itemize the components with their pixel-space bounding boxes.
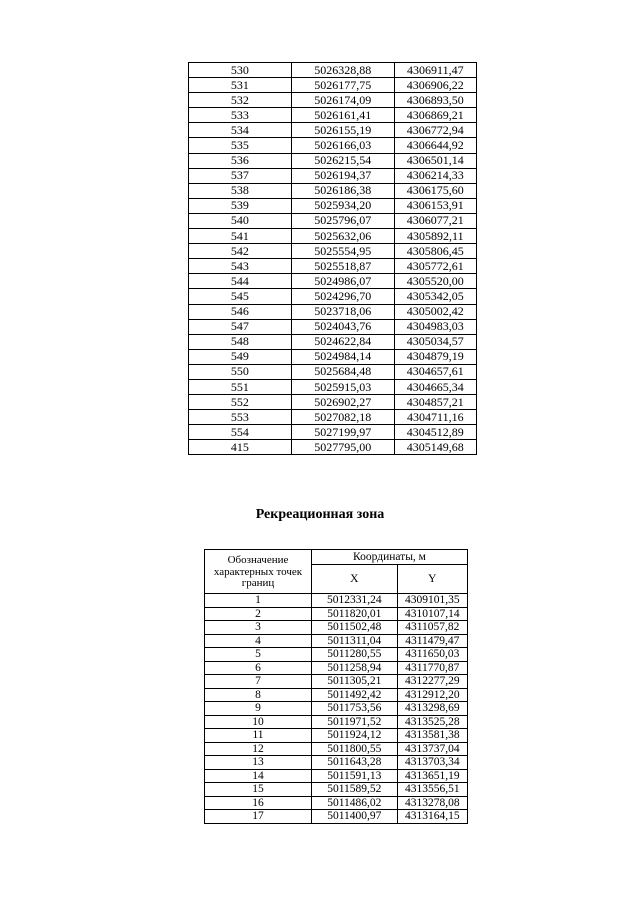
table-row	[189, 289, 477, 304]
y-coordinate-cell: 4313164,15	[397, 810, 467, 824]
y-coordinate-cell: 4311770,87	[397, 661, 467, 675]
y-coordinate-cell: 4305806,45	[394, 244, 476, 259]
point-number-cell: 15	[205, 783, 312, 797]
table-row	[205, 796, 468, 810]
y-coordinate-cell: 4306175,60	[394, 183, 476, 198]
table-row	[189, 78, 477, 93]
x-coordinate-cell: 5011305,21	[311, 675, 397, 689]
table-row	[189, 379, 477, 394]
y-coordinate-cell: 4313581,38	[397, 729, 467, 743]
x-coordinate-cell: 5011280,55	[311, 648, 397, 662]
point-number-cell: 2	[205, 607, 312, 621]
point-number-cell: 550	[189, 364, 292, 379]
table-row	[189, 334, 477, 349]
point-number-cell: 11	[205, 729, 312, 743]
section-title: Рекреационная зона	[255, 507, 385, 522]
table-row	[189, 198, 477, 213]
x-coordinate-cell: 5011924,12	[311, 729, 397, 743]
table-row	[189, 274, 477, 289]
table-row	[205, 715, 468, 729]
table-row	[189, 138, 477, 153]
y-coordinate-cell: 4313525,28	[397, 715, 467, 729]
point-number-cell: 10	[205, 715, 312, 729]
x-coordinate-cell: 5011971,52	[311, 715, 397, 729]
x-coordinate-cell: 5024622,84	[291, 334, 394, 349]
y-coordinate-cell: 4304879,19	[394, 349, 476, 364]
point-number-cell: 7	[205, 675, 312, 689]
point-number-cell: 17	[205, 810, 312, 824]
x-coordinate-cell: 5026177,75	[291, 78, 394, 93]
table-row	[189, 123, 477, 138]
point-number-cell: 548	[189, 334, 292, 349]
y-coordinate-cell: 4312912,20	[397, 688, 467, 702]
x-coordinate-cell: 5011591,13	[311, 769, 397, 783]
x-coordinate-cell: 5024986,07	[291, 274, 394, 289]
point-number-cell: 9	[205, 702, 312, 716]
table-row	[205, 621, 468, 635]
y-coordinate-cell: 4309101,35	[397, 594, 467, 608]
recreation-zone-table-body	[205, 594, 468, 824]
table-row	[189, 425, 477, 440]
x-coordinate-cell: 5026166,03	[291, 138, 394, 153]
table-row	[205, 756, 468, 770]
point-number-cell: 16	[205, 796, 312, 810]
y-coordinate-cell: 4304657,61	[394, 364, 476, 379]
point-number-cell: 539	[189, 198, 292, 213]
table-row	[189, 259, 477, 274]
y-coordinate-cell: 4313298,69	[397, 702, 467, 716]
x-coordinate-cell: 5026328,88	[291, 63, 394, 78]
y-coordinate-cell: 4305892,11	[394, 229, 476, 244]
point-number-cell: 531	[189, 78, 292, 93]
point-number-cell: 533	[189, 108, 292, 123]
table-row	[205, 783, 468, 797]
y-coordinate-cell: 4306869,21	[394, 108, 476, 123]
y-coordinate-cell: 4313737,04	[397, 742, 467, 756]
x-coordinate-cell: 5011643,28	[311, 756, 397, 770]
table-row	[205, 607, 468, 621]
point-number-cell: 530	[189, 63, 292, 78]
x-coordinate-cell: 5027795,00	[291, 440, 394, 455]
x-coordinate-cell: 5025554,95	[291, 244, 394, 259]
x-coordinate-cell: 5027199,97	[291, 425, 394, 440]
point-number-cell: 13	[205, 756, 312, 770]
y-coordinate-cell: 4313651,19	[397, 769, 467, 783]
x-coordinate-cell: 5011820,01	[311, 607, 397, 621]
table-row	[189, 395, 477, 410]
x-coordinate-cell: 5025632,06	[291, 229, 394, 244]
point-number-cell: 537	[189, 168, 292, 183]
point-number-cell: 12	[205, 742, 312, 756]
table-row	[205, 729, 468, 743]
header-y: Y	[397, 565, 467, 594]
x-coordinate-cell: 5026174,09	[291, 93, 394, 108]
y-coordinate-cell: 4305772,61	[394, 259, 476, 274]
point-number-cell: 532	[189, 93, 292, 108]
table-row	[205, 742, 468, 756]
point-number-cell: 5	[205, 648, 312, 662]
y-coordinate-cell: 4306214,33	[394, 168, 476, 183]
table-row	[205, 688, 468, 702]
x-coordinate-cell: 5025915,03	[291, 379, 394, 394]
table-row	[189, 213, 477, 228]
y-coordinate-cell: 4306772,94	[394, 123, 476, 138]
point-number-cell: 543	[189, 259, 292, 274]
y-coordinate-cell: 4306644,92	[394, 138, 476, 153]
y-coordinate-cell: 4313278,08	[397, 796, 467, 810]
table-row	[205, 594, 468, 608]
recreation-zone-table-header	[205, 550, 468, 594]
x-coordinate-cell: 5012331,24	[311, 594, 397, 608]
table-row	[189, 93, 477, 108]
point-number-cell: 1	[205, 594, 312, 608]
point-number-cell: 4	[205, 634, 312, 648]
x-coordinate-cell: 5011589,52	[311, 783, 397, 797]
point-number-cell: 540	[189, 213, 292, 228]
table-row	[189, 183, 477, 198]
point-number-cell: 541	[189, 229, 292, 244]
table-row	[205, 634, 468, 648]
point-number-cell: 549	[189, 349, 292, 364]
point-number-cell: 551	[189, 379, 292, 394]
y-coordinate-cell: 4304711,16	[394, 410, 476, 425]
table-row	[189, 108, 477, 123]
table-row	[189, 168, 477, 183]
table-row	[189, 440, 477, 455]
point-number-cell: 547	[189, 319, 292, 334]
y-coordinate-cell: 4310107,14	[397, 607, 467, 621]
y-coordinate-cell: 4306893,50	[394, 93, 476, 108]
y-coordinate-cell: 4311057,82	[397, 621, 467, 635]
table-row	[189, 153, 477, 168]
y-coordinate-cell: 4306077,21	[394, 213, 476, 228]
table-row	[205, 661, 468, 675]
header-coordinates: Координаты, м	[311, 550, 467, 565]
point-number-cell: 3	[205, 621, 312, 635]
table-row	[205, 675, 468, 689]
y-coordinate-cell: 4306906,22	[394, 78, 476, 93]
y-coordinate-cell: 4306911,47	[394, 63, 476, 78]
table-row	[189, 349, 477, 364]
y-coordinate-cell: 4306153,91	[394, 198, 476, 213]
point-number-cell: 14	[205, 769, 312, 783]
x-coordinate-cell: 5024043,76	[291, 319, 394, 334]
table-row	[189, 244, 477, 259]
table-row	[189, 364, 477, 379]
point-number-cell: 8	[205, 688, 312, 702]
x-coordinate-cell: 5011400,97	[311, 810, 397, 824]
header-x: X	[311, 565, 397, 594]
x-coordinate-cell: 5011311,04	[311, 634, 397, 648]
point-number-cell: 542	[189, 244, 292, 259]
table-row	[189, 410, 477, 425]
table-row	[205, 648, 468, 662]
point-number-cell: 535	[189, 138, 292, 153]
x-coordinate-cell: 5027082,18	[291, 410, 394, 425]
point-number-cell: 554	[189, 425, 292, 440]
x-coordinate-cell: 5025518,87	[291, 259, 394, 274]
x-coordinate-cell: 5026194,37	[291, 168, 394, 183]
table-row	[205, 769, 468, 783]
x-coordinate-cell: 5026161,41	[291, 108, 394, 123]
y-coordinate-cell: 4305520,00	[394, 274, 476, 289]
x-coordinate-cell: 5024984,14	[291, 349, 394, 364]
point-number-cell: 534	[189, 123, 292, 138]
x-coordinate-cell: 5011800,55	[311, 742, 397, 756]
x-coordinate-cell: 5026215,54	[291, 153, 394, 168]
point-number-cell: 6	[205, 661, 312, 675]
table-row	[189, 229, 477, 244]
table-row	[189, 304, 477, 319]
x-coordinate-cell: 5011258,94	[311, 661, 397, 675]
x-coordinate-cell: 5024296,70	[291, 289, 394, 304]
point-number-cell: 552	[189, 395, 292, 410]
coordinates-table-continued	[188, 62, 477, 455]
x-coordinate-cell: 5026155,19	[291, 123, 394, 138]
x-coordinate-cell: 5011486,02	[311, 796, 397, 810]
y-coordinate-cell: 4311650,03	[397, 648, 467, 662]
coordinates-table-body	[189, 63, 477, 455]
point-number-cell: 536	[189, 153, 292, 168]
y-coordinate-cell: 4313556,51	[397, 783, 467, 797]
y-coordinate-cell: 4311479,47	[397, 634, 467, 648]
point-number-cell: 544	[189, 274, 292, 289]
y-coordinate-cell: 4312277,29	[397, 675, 467, 689]
header-point-designation: Обозначение характерных точек границ	[205, 550, 312, 594]
point-number-cell: 553	[189, 410, 292, 425]
table-row	[205, 702, 468, 716]
x-coordinate-cell: 5026186,38	[291, 183, 394, 198]
x-coordinate-cell: 5025796,07	[291, 213, 394, 228]
x-coordinate-cell: 5025684,48	[291, 364, 394, 379]
point-number-cell: 415	[189, 440, 292, 455]
y-coordinate-cell: 4304512,89	[394, 425, 476, 440]
point-number-cell: 545	[189, 289, 292, 304]
x-coordinate-cell: 5011502,48	[311, 621, 397, 635]
table-row	[189, 63, 477, 78]
y-coordinate-cell: 4313703,34	[397, 756, 467, 770]
y-coordinate-cell: 4305342,05	[394, 289, 476, 304]
table-row	[205, 810, 468, 824]
y-coordinate-cell: 4306501,14	[394, 153, 476, 168]
x-coordinate-cell: 5025934,20	[291, 198, 394, 213]
y-coordinate-cell: 4304857,21	[394, 395, 476, 410]
y-coordinate-cell: 4305002,42	[394, 304, 476, 319]
y-coordinate-cell: 4304983,03	[394, 319, 476, 334]
point-number-cell: 546	[189, 304, 292, 319]
table-row	[189, 319, 477, 334]
point-number-cell: 538	[189, 183, 292, 198]
y-coordinate-cell: 4304665,34	[394, 379, 476, 394]
x-coordinate-cell: 5026902,27	[291, 395, 394, 410]
x-coordinate-cell: 5011753,56	[311, 702, 397, 716]
x-coordinate-cell: 5011492,42	[311, 688, 397, 702]
y-coordinate-cell: 4305034,57	[394, 334, 476, 349]
y-coordinate-cell: 4305149,68	[394, 440, 476, 455]
recreation-zone-table	[204, 549, 468, 824]
x-coordinate-cell: 5023718,06	[291, 304, 394, 319]
